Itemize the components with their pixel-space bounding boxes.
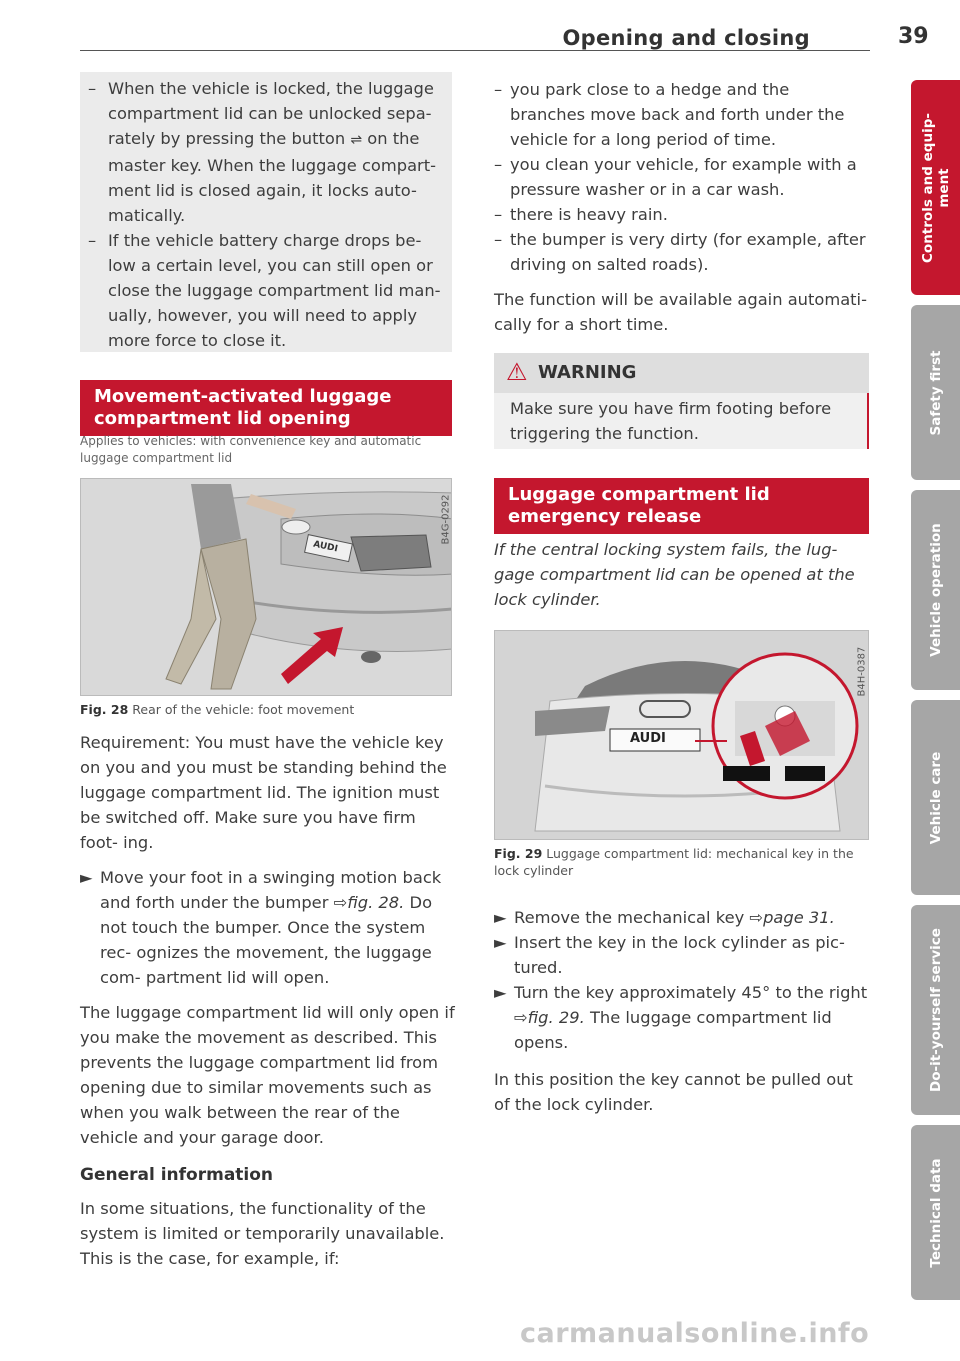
condition-item: – you clean your vehicle, for example with a pressure washer or in a car wash. (494, 155, 857, 199)
side-tab-label: Vehicle care (927, 751, 944, 844)
continued-notes-box (80, 72, 452, 352)
section-heading-movement: Movement-activated luggage compartment lid opening (80, 380, 452, 436)
figure-28-illustration (81, 479, 452, 696)
side-tab-label: Vehicle operation (927, 523, 944, 657)
running-header-title: Opening and closing (562, 26, 810, 50)
warning-title: WARNING (538, 362, 637, 383)
section-heading-emergency-release: Luggage compartment lid emergency release (494, 478, 869, 534)
step-item: ► Insert the key in the lock cylinder as pic- tured. (494, 933, 845, 977)
side-tab-safety[interactable] (911, 305, 960, 480)
page-31-link[interactable]: page 31. (763, 908, 835, 927)
figure-28-code: B4G-0292 (440, 494, 452, 545)
warning-body (494, 393, 869, 449)
warning-text: Make sure you have firm footing before triggering the function. (510, 399, 832, 443)
applies-note: Applies to vehicles: with convenience key and automatic luggage compartment lid (80, 434, 422, 465)
explanation-paragraph: The luggage compartment lid will only open if you make the movement as described. This prevents the luggage compartment lid from opening due to similar movements such as when you walk between the rear of the vehicle and your garage door. (80, 1003, 455, 1147)
side-tab-label: Technical data (927, 1157, 944, 1268)
ref-arrow-icon: ⇨ (749, 908, 764, 927)
side-tab-controls[interactable] (911, 80, 960, 295)
condition-item: – the bumper is very dirty (for example, after driving on salted roads). (494, 230, 866, 274)
right-body-bottom (494, 905, 869, 1117)
figure-29-caption: Fig. 29 Luggage compartment lid: mechanical key in the lock cylinder (494, 846, 854, 878)
fig-29-link[interactable]: fig. 29. (527, 1008, 585, 1027)
condition-item: – you park close to a hedge and the branches move back and forth under the vehicle for a long period of time. (494, 80, 845, 149)
side-tab-label: Do-it-yourself service (927, 928, 944, 1092)
left-body (80, 730, 455, 1271)
note-item: – When the vehicle is locked, the luggage compartment lid can be unlocked sepa- rately by pressing the button ⇌ on the master key. When the luggage compart- ment lid is closed again, it locks auto- matically. (88, 79, 436, 225)
figure-29-badge: AUDI (630, 731, 666, 746)
figure-28 (80, 478, 452, 696)
side-tab-label: Controls and equip- ment (919, 112, 952, 263)
general-information-heading: General information (80, 1165, 274, 1185)
ref-arrow-icon: ⇨ (333, 893, 348, 912)
page-number: 39 (898, 24, 929, 49)
figure-28-badge: AUDI (312, 539, 339, 555)
side-tab-diy-service[interactable] (911, 905, 960, 1115)
car-key-icon: ⇌ (350, 132, 363, 148)
step-item: ► Turn the key approximately 45° to the right ⇨fig. 29. The luggage compartment lid opens. (494, 983, 868, 1052)
final-paragraph: In this position the key cannot be pulled out of the lock cylinder. (494, 1070, 853, 1114)
ref-arrow-icon: ⇨ (514, 1008, 528, 1027)
header-rule (80, 50, 870, 51)
side-tab-vehicle-care[interactable] (911, 700, 960, 895)
side-tab-technical-data[interactable] (911, 1125, 960, 1300)
note-item: – If the vehicle battery charge drops be- low a certain level, you can still open or close the luggage compartment lid man- ually, however, you will need to apply more force to close it. (88, 231, 441, 350)
requirement-paragraph: Requirement: You must have the vehicle key on you and you must be standing behind the luggage compartment lid. The ignition must be switched off. Make sure you have firm foot- ing. (80, 733, 447, 852)
figure-29-code: B4H-0387 (856, 646, 868, 697)
side-tab-vehicle-operation[interactable] (911, 490, 960, 690)
side-tab-label: Safety first (927, 350, 944, 435)
warning-triangle-icon: ⚠ (506, 358, 528, 386)
fig-28-link[interactable]: fig. 28. (347, 893, 405, 912)
availability-paragraph: The function will be available again automati- cally for a short time. (494, 290, 867, 334)
figure-28-caption: Fig. 28 Rear of the vehicle: foot movement (80, 702, 355, 717)
warning-header (494, 353, 869, 393)
step-item: ► Move your foot in a swinging motion back and forth under the bumper ⇨fig. 28. Do not touch the bumper. Once the system rec- ognizes the movement, the luggage com- partment lid will open. (80, 868, 442, 987)
general-paragraph: In some situations, the functionality of the system is limited or temporarily unavailable. This is the case, for example, if: (80, 1199, 445, 1268)
right-body-top (494, 77, 869, 337)
figure-29-illustration (495, 631, 869, 840)
emergency-intro: If the central locking system fails, the lug- gage compartment lid can be opened at the lock cylinder. (494, 540, 855, 609)
figure-29 (494, 630, 869, 840)
watermark: carmanualsonline.info (520, 1318, 870, 1349)
step-item: ► Remove the mechanical key ⇨page 31. (494, 908, 835, 927)
condition-item: – there is heavy rain. (494, 205, 668, 224)
